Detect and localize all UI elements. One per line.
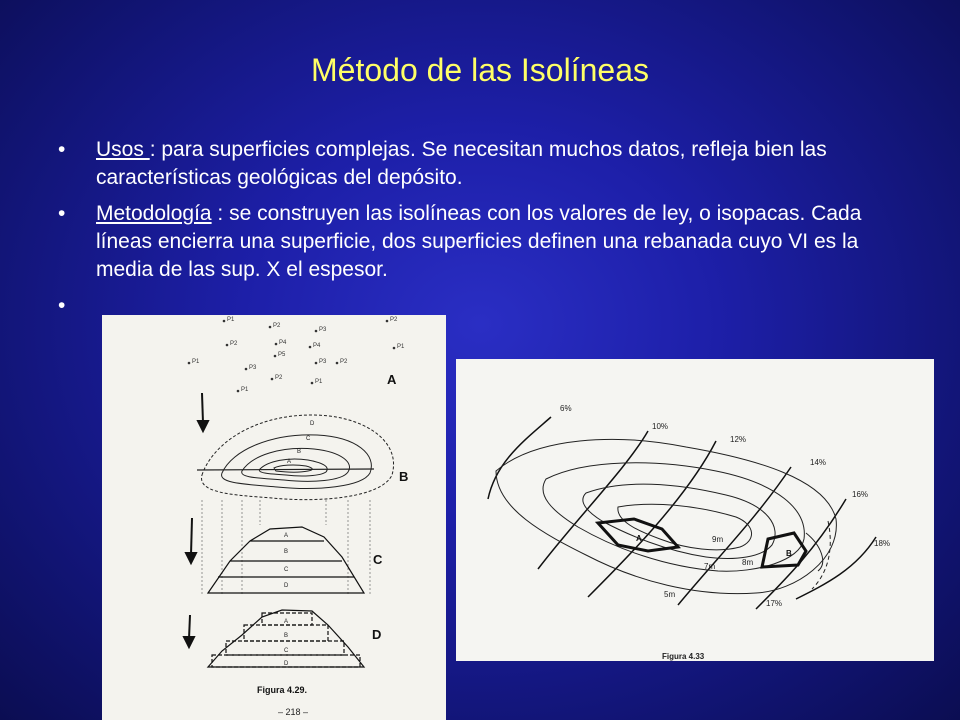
figure-4-29-drawing — [102, 315, 446, 720]
contour-label-a: A — [287, 459, 292, 465]
thickness-label: 7m — [704, 562, 716, 571]
block-label-b: B — [786, 549, 792, 558]
point-label: P1 — [192, 359, 200, 365]
panel-label-a: A — [387, 372, 397, 387]
point-label: P1 — [241, 387, 249, 393]
svg-text:C: C — [284, 648, 289, 654]
isoline-label: 6% — [560, 404, 572, 413]
isoline-label: 14% — [810, 458, 827, 467]
panel-label-c: C — [373, 552, 383, 567]
point-label: P4 — [279, 340, 287, 346]
term-usos: Usos — [96, 138, 150, 161]
bullet-dot: • — [58, 294, 66, 317]
bullet-dot: • — [58, 138, 66, 161]
thickness-label: 9m — [712, 535, 724, 544]
svg-text:B: B — [284, 633, 289, 639]
svg-text:D: D — [284, 583, 289, 589]
figure-4-33-drawing — [456, 359, 934, 661]
isoline-label: 17% — [766, 599, 783, 608]
point-label: P2 — [275, 375, 283, 381]
point-label: P2 — [230, 341, 238, 347]
point-label: P2 — [390, 317, 398, 323]
point-label: P1 — [397, 344, 405, 350]
thickness-label: 8m — [742, 558, 754, 567]
bullet-list — [58, 136, 918, 317]
term-metodologia: Metodología — [96, 202, 212, 225]
text-usos: : para superficies complejas. Se necesitan muchos datos, refleja bien las características geológicas del depósito. — [96, 138, 827, 189]
point-label: P5 — [278, 352, 286, 358]
slide-title: Método de las Isolíneas — [311, 52, 649, 88]
contour-label-b: B — [297, 449, 302, 455]
svg-text:A: A — [284, 533, 289, 539]
svg-text:D: D — [284, 661, 289, 667]
page-number: – 218 – — [278, 707, 309, 717]
svg-text:B: B — [284, 549, 289, 555]
panel-label-d: D — [372, 627, 382, 642]
figure-4-33-caption: Figura 4.33 — [662, 652, 705, 661]
point-label: P2 — [340, 359, 348, 365]
svg-text:A: A — [284, 619, 289, 625]
panel-label-b: B — [399, 469, 409, 484]
point-label: P1 — [227, 317, 235, 323]
isoline-label: 18% — [874, 539, 891, 548]
point-label: P1 — [315, 379, 323, 385]
point-label: P4 — [313, 343, 321, 349]
bullet-usos — [58, 136, 918, 192]
contour-label-c: C — [306, 436, 311, 442]
contour-label-d: D — [310, 421, 315, 427]
point-label: P2 — [273, 323, 281, 329]
point-label: P3 — [249, 365, 257, 371]
isoline-label: 10% — [652, 422, 669, 431]
bullet-metodologia — [58, 200, 918, 284]
figure-4-33 — [456, 359, 934, 661]
isoline-label: 12% — [730, 435, 747, 444]
figure-4-29 — [102, 315, 446, 720]
bullet-dot: • — [58, 202, 66, 225]
point-label: P3 — [319, 327, 327, 333]
figure-4-29-caption: Figura 4.29. — [257, 685, 308, 695]
block-label-a: A — [636, 534, 642, 543]
text-metodologia: : se construyen las isolíneas con los valores de ley, o isopacas. Cada líneas encierra una superficie, dos superficies definen una rebanada cuyo VI es la media de las sup. X el espesor. — [96, 202, 862, 281]
point-label: P3 — [319, 359, 327, 365]
svg-text:C: C — [284, 567, 289, 573]
thickness-label: 5m — [664, 590, 676, 599]
isoline-label: 16% — [852, 490, 869, 499]
